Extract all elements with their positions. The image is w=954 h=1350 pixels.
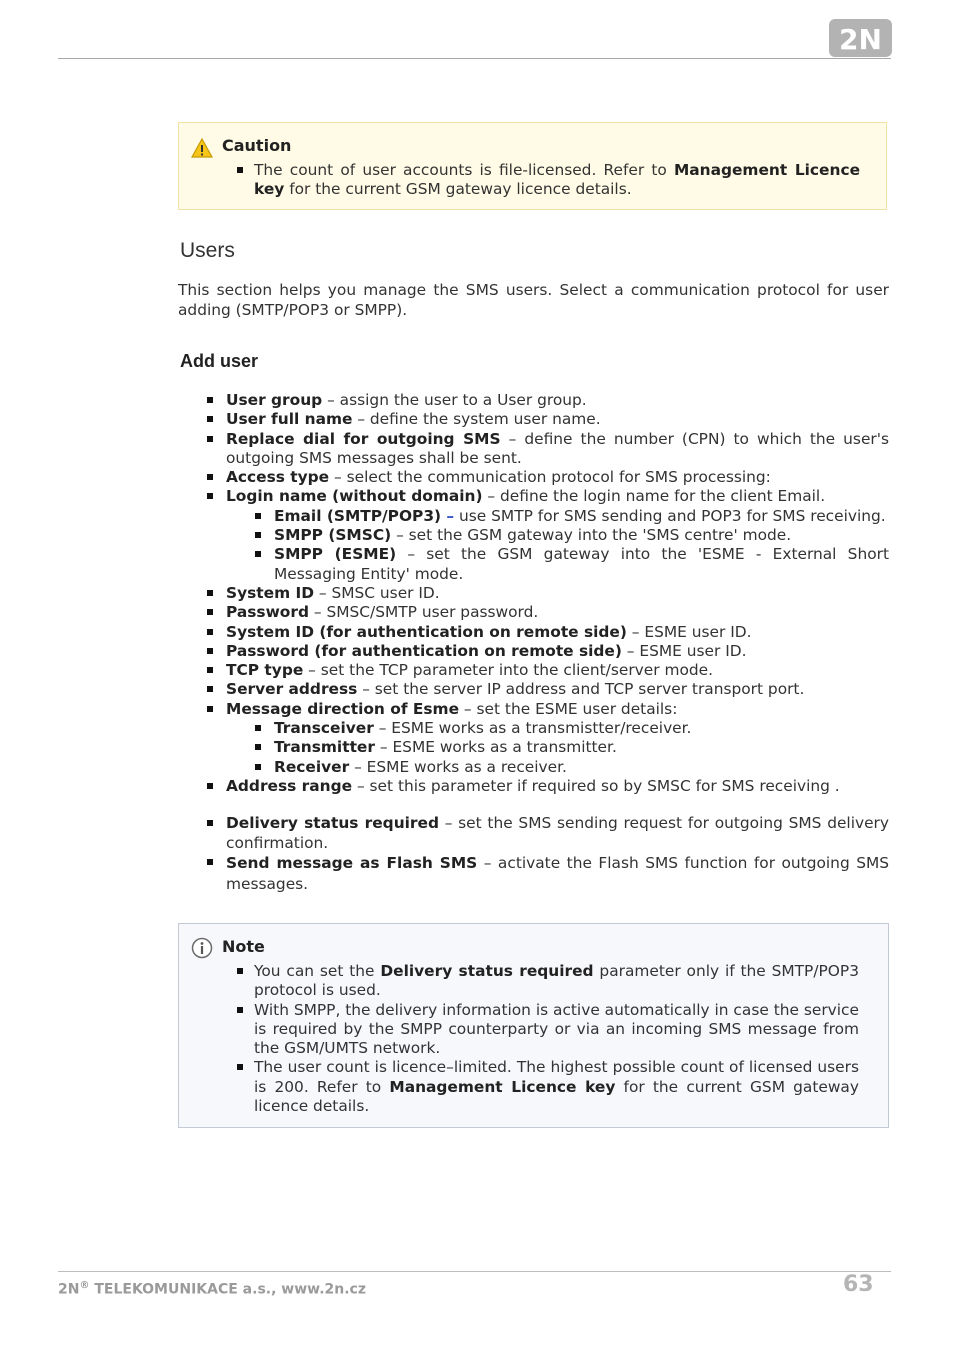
note-item: The user count is licence–limited. The highest possible count of licensed users is 200. Refer to Management Licence key for the current GSM gateway licence details.	[237, 1058, 859, 1116]
list-item: System ID (for authentication on remote side) – ESME user ID.	[226, 623, 889, 642]
list-item: SMPP (SMSC) – set the GSM gateway into the 'SMS centre' mode.	[274, 526, 889, 545]
list-item: Message direction of Esme – set the ESME user details: Transceiver – ESME works as a transmistter/receiver. Transmitter – ESME works as a transmitter. Receiver – ESME works as a receiver.	[226, 700, 889, 777]
caution-link-text: Management Licence key	[254, 161, 861, 199]
list-item: Email (SMTP/POP3) – use SMTP for SMS sending and POP3 for SMS receiving.	[274, 507, 889, 526]
list-item: Password – SMSC/SMTP user password.	[226, 603, 889, 622]
info-icon	[191, 937, 213, 959]
warning-icon	[191, 137, 213, 159]
2n-logo	[829, 19, 892, 57]
note-box	[178, 923, 889, 1128]
caution-title: Caution	[222, 136, 292, 155]
login-sublist	[226, 507, 889, 584]
section-heading-add-user: Add user	[180, 351, 259, 371]
list-item: Receiver – ESME works as a receiver.	[274, 758, 889, 777]
list-item: Replace dial for outgoing SMS – define the number (CPN) to which the user's outgoing SMS messages shall be sent.	[226, 429, 889, 467]
esme-sublist	[226, 719, 889, 777]
list-item: User group – assign the user to a User group.	[226, 391, 889, 410]
list-item: Access type – select the communication protocol for SMS processing:	[226, 468, 889, 487]
caution-list	[254, 161, 860, 200]
note-title: Note	[222, 937, 265, 956]
list-item: Send message as Flash SMS – activate the Flash SMS function for outgoing SMS messages.	[226, 853, 890, 893]
list-item: System ID – SMSC user ID.	[226, 584, 889, 603]
list-item: Server address – set the server IP address and TCP server transport port.	[226, 680, 889, 699]
add-user-list	[226, 391, 889, 895]
section-heading-users: Users	[180, 239, 235, 262]
note-item: With SMPP, the delivery information is active automatically in case the service is required by the SMPP counterparty or via an incoming SMS message from the GSM/UMTS network.	[237, 1001, 859, 1059]
users-intro: This section helps you manage the SMS users. Select a communication protocol for user adding (SMTP/POP3 or SMPP).	[178, 281, 889, 319]
header-rule	[58, 58, 891, 59]
list-item: TCP type – set the TCP parameter into the client/server mode.	[226, 661, 889, 680]
footer-company: 2N® TELEKOMUNIKACE a.s., www.2n.cz	[58, 1280, 366, 1298]
page-number: 63	[843, 1272, 874, 1297]
list-item: User full name – define the system user name.	[226, 410, 889, 429]
svg-text:2N: 2N	[839, 23, 882, 56]
caution-box	[178, 122, 887, 210]
list-item: Transceiver – ESME works as a transmistter/receiver.	[274, 719, 889, 738]
list-item: SMPP (ESME) – set the GSM gateway into the 'ESME - External Short Messaging Entity' mode.	[274, 545, 889, 583]
note-list	[254, 962, 859, 1116]
footer-rule	[58, 1271, 891, 1272]
caution-item: The count of user accounts is file-licensed. Refer to Management Licence key for the current GSM gateway licence details.	[237, 161, 860, 200]
list-item: Login name (without domain) – define the login name for the client Email. Email (SMTP/POP3) – use SMTP for SMS sending and POP3 for SMS receiving. SMPP (SMSC) – set the GSM gateway into the 'SMS centre' mode. SMPP (ESME) – set the GSM gateway into the 'ESME - External Short Messaging Entity' mode.	[226, 487, 889, 583]
list-item: Delivery status required – set the SMS sending request for outgoing SMS delivery confirmation.	[226, 814, 889, 852]
list-item: Address range – set this parameter if required so by SMSC for SMS receiving .	[226, 777, 889, 796]
note-item: You can set the Delivery status required parameter only if the SMTP/POP3 protocol is used.	[237, 962, 859, 1001]
list-item: Password (for authentication on remote side) – ESME user ID.	[226, 642, 889, 661]
list-item: Transmitter – ESME works as a transmitter.	[274, 738, 889, 757]
